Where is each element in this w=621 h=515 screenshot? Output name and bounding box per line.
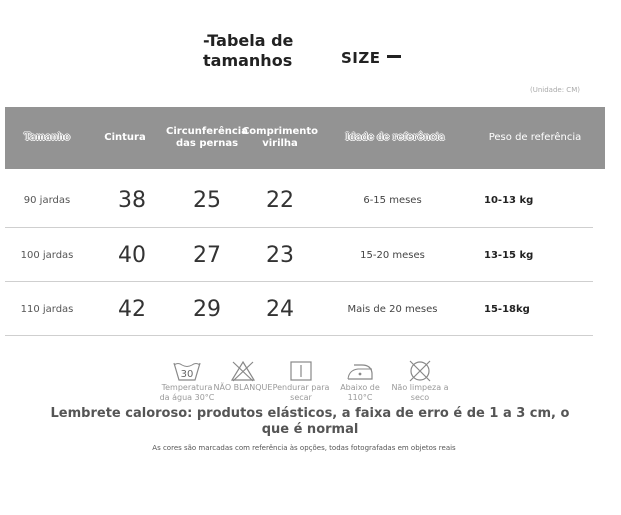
page-title: -Tabela de tamanhos	[203, 31, 294, 70]
cell-waist: 38	[118, 187, 146, 213]
care-label-dryclean: Não limpeza a seco	[391, 383, 449, 402]
cell-waist: 42	[118, 296, 146, 322]
row-divider	[5, 335, 593, 336]
cell-size: 110 jardas	[20, 303, 74, 315]
column-header-crotch: Comprimento virilha	[241, 126, 319, 149]
cell-size: 90 jardas	[23, 194, 71, 206]
size-heading: SIZE	[341, 49, 381, 67]
column-header-weight: Peso de referência	[488, 132, 582, 143]
no-dry-clean-icon	[407, 360, 433, 382]
cell-age: 15-20 meses	[360, 249, 425, 261]
table-row	[5, 228, 593, 282]
care-label-iron: Abaixo de 110°C	[340, 383, 380, 402]
cell-age: 6-15 meses	[363, 194, 422, 206]
column-header-leg: Circunferência das pernas	[166, 126, 248, 149]
cell-leg: 25	[193, 187, 221, 213]
table-row	[5, 282, 593, 336]
table-header	[5, 107, 605, 169]
footnote-text: As cores são marcadas com referência às opções, todas fotografadas em objetos reais	[152, 444, 456, 452]
wash-30-icon	[172, 360, 202, 382]
care-label-dry: Pendurar para secar	[272, 383, 330, 402]
cell-weight: 15-18kg	[484, 303, 530, 315]
cell-crotch: 22	[266, 187, 294, 213]
care-label-wash: Temperatura da água 30°C	[159, 383, 215, 402]
unit-note: (Unidade: CM)	[530, 86, 580, 94]
cell-leg: 27	[193, 242, 221, 268]
size-heading-dash	[387, 55, 401, 58]
care-item-iron	[330, 360, 390, 403]
cell-age: Mais de 20 meses	[347, 303, 438, 315]
care-item-dryclean	[390, 360, 450, 403]
column-header-age: Idade de referência	[345, 132, 445, 143]
care-item-wash	[157, 360, 217, 403]
column-header-size: Tamanho	[23, 132, 71, 143]
iron-low-icon	[345, 360, 375, 382]
cell-waist: 40	[118, 242, 146, 268]
care-item-dry	[271, 360, 331, 403]
hang-dry-icon	[289, 360, 313, 382]
table-row	[5, 173, 593, 227]
cell-size: 100 jardas	[20, 249, 74, 261]
wash-temperature-value: 30	[180, 369, 194, 380]
cell-crotch: 24	[266, 296, 294, 322]
cell-weight: 10-13 kg	[484, 194, 534, 206]
cell-weight: 13-15 kg	[484, 249, 534, 261]
no-bleach-icon	[230, 360, 256, 382]
care-label-bleach: NÃO BLANQUE	[213, 383, 273, 392]
cell-crotch: 23	[266, 242, 294, 268]
column-header-waist: Cintura	[104, 132, 146, 143]
care-item-bleach	[213, 360, 273, 393]
reminder-text: Lembrete caloroso: produtos elásticos, a faixa de erro é de 1 a 3 cm, o que é normal	[50, 406, 570, 437]
cell-leg: 29	[193, 296, 221, 322]
